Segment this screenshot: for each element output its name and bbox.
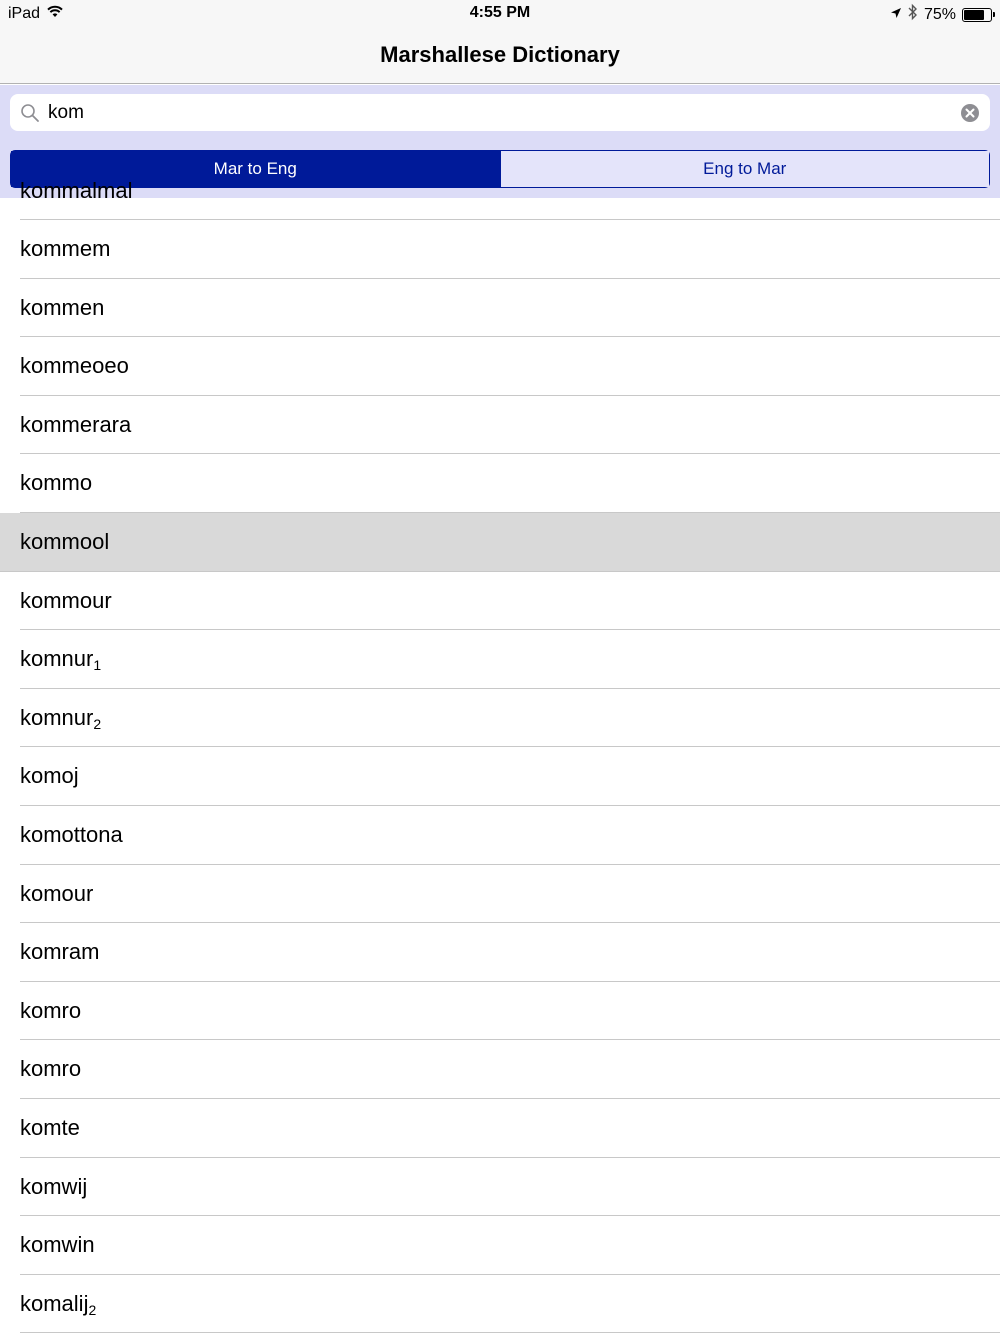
- list-item-subscript: 1: [93, 657, 102, 674]
- list-item-label: [20, 1099, 80, 1157]
- navigation-bar: [0, 28, 1000, 84]
- list-item-label: [20, 923, 99, 981]
- list-item[interactable]: [0, 689, 1000, 748]
- segment-eng-to-mar[interactable]: Eng to Mar: [500, 151, 990, 187]
- search-box[interactable]: [10, 94, 990, 131]
- list-item-word: komwij: [20, 1173, 88, 1199]
- battery-icon: [962, 8, 992, 22]
- list-item[interactable]: [0, 747, 1000, 806]
- list-item-word: komnur: [20, 646, 94, 672]
- segment-mar-to-eng[interactable]: Mar to Eng: [11, 151, 500, 187]
- search-input[interactable]: [48, 94, 948, 131]
- list-item[interactable]: [0, 1216, 1000, 1275]
- direction-segmented-control: [10, 150, 990, 188]
- status-time: 4:55 PM: [469, 4, 531, 21]
- battery-percent: 75%: [923, 5, 956, 23]
- list-item-label: [20, 454, 92, 512]
- list-item-word: kommeoeo: [20, 353, 129, 379]
- list-item[interactable]: [0, 454, 1000, 513]
- list-item-label: [20, 220, 110, 278]
- list-item-label: [20, 1158, 87, 1216]
- list-item-label: [20, 1275, 96, 1339]
- list-item-partial[interactable]: [20, 178, 1000, 220]
- list-item-word: kommour: [20, 587, 112, 613]
- location-arrow-icon: [890, 6, 902, 24]
- list-item[interactable]: [0, 220, 1000, 279]
- list-item-word: komoj: [20, 763, 79, 789]
- list-item-label: [20, 337, 129, 395]
- list-item[interactable]: [0, 806, 1000, 865]
- list-item-word: komour: [20, 880, 94, 906]
- search-icon: [20, 103, 40, 128]
- list-item-label: [20, 806, 123, 864]
- list-item[interactable]: [0, 865, 1000, 924]
- list-item-word: komnur: [20, 704, 94, 730]
- list-item-label: [20, 572, 112, 630]
- list-item-label: kommalmal: [20, 178, 133, 203]
- list-item-label: [20, 865, 93, 923]
- list-item[interactable]: [0, 1040, 1000, 1099]
- list-item-label: [20, 630, 101, 694]
- list-item-word: kommo: [20, 470, 93, 496]
- list-item-subscript: 2: [88, 1301, 97, 1318]
- list-item-word: komalij: [20, 1290, 89, 1316]
- list-item-word: kommerara: [20, 411, 132, 437]
- list-item-label: [20, 982, 81, 1040]
- list-item-word: komottona: [20, 821, 123, 847]
- list-item-word: komwin: [20, 1232, 95, 1258]
- search-area: [0, 85, 1000, 198]
- list-item[interactable]: [0, 572, 1000, 631]
- list-item-word: kommen: [20, 294, 105, 320]
- list-item[interactable]: [0, 923, 1000, 982]
- list-item-label: [20, 513, 109, 571]
- list-item-label: [20, 396, 131, 454]
- list-item-label: [20, 1216, 95, 1274]
- list-item[interactable]: [0, 279, 1000, 338]
- list-item-label: [20, 279, 104, 337]
- status-right: [890, 4, 992, 25]
- list-item-label: [20, 747, 79, 805]
- word-list[interactable]: [0, 178, 1000, 1334]
- page-title: Marshallese Dictionary: [380, 42, 620, 67]
- list-item[interactable]: [0, 630, 1000, 689]
- list-item-word: komro: [20, 1056, 82, 1082]
- device-name: iPad: [8, 4, 41, 22]
- list-item[interactable]: [0, 1099, 1000, 1158]
- list-item-label: [20, 1040, 81, 1098]
- battery-fill: [964, 10, 984, 20]
- status-bar: [0, 0, 1000, 28]
- list-item[interactable]: [0, 396, 1000, 455]
- list-item[interactable]: [0, 982, 1000, 1041]
- list-item[interactable]: [0, 1275, 1000, 1334]
- list-item-word: kommool: [20, 528, 110, 554]
- list-item[interactable]: [0, 337, 1000, 396]
- list-item-label: [20, 689, 101, 753]
- list-item-subscript: 2: [93, 715, 102, 732]
- list-item[interactable]: [0, 1158, 1000, 1217]
- list-item-word: komram: [20, 939, 100, 965]
- list-item-word: komte: [20, 1114, 80, 1140]
- bluetooth-icon: [908, 4, 918, 25]
- clear-search-icon[interactable]: [960, 103, 980, 128]
- list-item[interactable]: [0, 513, 1000, 572]
- list-item-word: kommem: [20, 236, 111, 261]
- list-item-word: komro: [20, 997, 82, 1023]
